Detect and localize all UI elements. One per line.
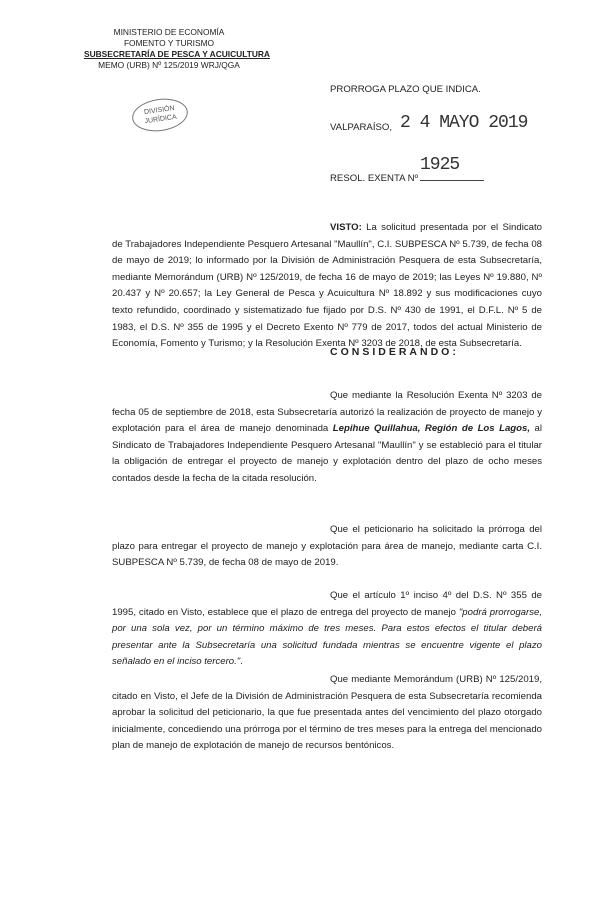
- ministry-header: [84, 27, 270, 71]
- place-label: VALPARAÍSO,: [330, 122, 393, 133]
- ministry-name: MINISTERIO DE ECONOMÍA: [113, 27, 225, 37]
- para1-post: al Sindicato de Trabajadores Independiente Pesquero Artesanal "Maullín" y se estableció para el titular la obligación de entregar el proyecto de manejo y explotación dentro del plazo de ocho meses contados desde la fecha de la citada resolución.: [112, 423, 542, 484]
- visto-paragraph: [112, 220, 542, 353]
- considerando-heading: CONSIDERANDO:: [330, 346, 459, 358]
- para3-quote: "podrá prorrogarse, por una sola vez, por un término máximo de tres meses. Para estos efectos el titular deberá presentar ante la Subsecretaría una solicitud fundada mientras se encuentre vigente el plazo señalado en el inciso tercero.": [112, 606, 542, 668]
- visto-text: La solicitud presentada por el Sindicato de Trabajadores Independiente Pesquero Artesanal "Maullín", C.I. SUBPESCA Nº 5.739, de fecha 08 de mayo de 2019; lo informado por la División de Administración Pesquera de esta Subsecretaría, mediante Memorándum (URB) Nº 125/2019, de fecha 16 de mayo de 2019; las Leyes Nº 19.880, Nº 20.437 y Nº 20.657; la Ley General de Pesca y Acuicultura Nº 18.892 y sus modificaciones cuyo texto refundido, coordinado y sistematizado fue fijado por D.S. Nº 430 de 1991, el D.F.L. Nº 5 de 1983, el D.S. Nº 355 de 1995 y el Decreto Exento Nº 779 de 2017, todos del actual Ministerio de Economía, Fomento y Turismo; y la Resolución Exenta Nº 3203 de 2018, de esta Subsecretaría.: [112, 222, 542, 350]
- para3-pre: Que el artículo 1º inciso 4º del D.S. Nº 355 de 1995, citado en Visto, establece que el plazo de entrega del proyecto de manejo: [112, 590, 542, 618]
- para3-post: .: [240, 656, 243, 668]
- resolution-subject: PRORROGA PLAZO QUE INDICA.: [330, 84, 481, 95]
- memo-reference: MEMO (URB) Nº 125/2019 WRJ/QGA: [98, 60, 240, 70]
- resolution-number-label: [330, 172, 484, 184]
- considerando-paragraph-2: Que el peticionario ha solicitado la prórroga del plazo para entregar el proyecto de manejo y explotación para área de manejo, mediante carta C.I. SUBPESCA Nº 5.739, de fecha 08 de mayo de 2019.: [112, 524, 542, 569]
- stamp-line-2: JURÍDICA: [144, 113, 178, 126]
- visto-label: VISTO:: [330, 222, 362, 233]
- resolution-label-text: RESOL. EXENTA Nº: [330, 173, 419, 184]
- ministry-subtitle: FOMENTO Y TURISMO: [123, 38, 215, 48]
- stamp-line-1: DIVISIÓN: [143, 104, 176, 117]
- division-stamp: [130, 95, 190, 134]
- considerando-paragraph-3: [112, 588, 542, 671]
- considerando-paragraph-1: [112, 388, 542, 488]
- resolution-date-stamp: 2 4 MAYO 2019: [400, 113, 528, 133]
- area-name: Lepihue Quillahua, Región de Los Lagos,: [332, 423, 531, 435]
- resolution-number-stamp: 1925: [420, 155, 460, 175]
- para1-pre: Que mediante la Resolución Exenta Nº 3203 de fecha 05 de septiembre de 2018, esta Subsecretaría autorizó la realización de proyecto de manejo y explotación para el área de manejo denominada: [112, 390, 542, 435]
- subsecretary-name: SUBSECRETARÍA DE PESCA Y ACUICULTURA: [84, 49, 270, 59]
- considerando-paragraph-4: Que mediante Memorándum (URB) Nº 125/2019, citado en Visto, el Jefe de la División de Administración Pesquera de esta Subsecretaría recomienda aprobar la solicitud del peticionario, la que fue presentada antes del vencimiento del plazo otorgado inicialmente, concediendo una prórroga por el término de tres meses para la entrega del mencionado plan de manejo de explotación de manejo de recursos bentónicos.: [112, 674, 542, 752]
